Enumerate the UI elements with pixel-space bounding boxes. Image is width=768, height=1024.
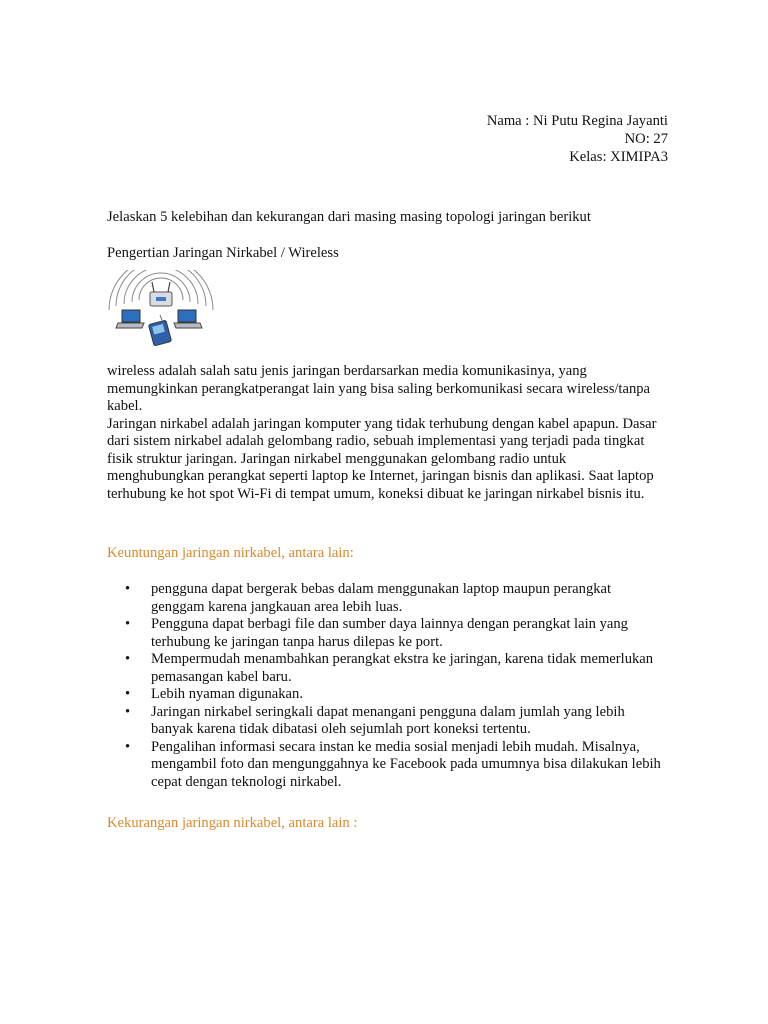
list-item: • Jaringan nirkabel seringkali dapat menangani pengguna dalam jumlah yang lebih banyak karena tidak dibatasi oleh sejumlah port koneksi tertentu. <box>107 704 667 739</box>
advantages-list <box>107 581 667 791</box>
list-item: • Lebih nyaman digunakan. <box>107 686 667 704</box>
body-paragraph: Jaringan nirkabel adalah jaringan komputer yang tidak terhubung dengan kabel apapun. Dasar dari sistem nirkabel adalah gelombang radio, sebuah implementasi yang terjadi pada tingkat fisik struktur jaringan. Jaringan nirkabel menggunakan gelombang radio untuk menghubungkan perangkat seperti laptop ke Internet, jaringan bisnis dan aplikasi. Saat laptop terhubung ke hot spot Wi-Fi di tempat umum, koneksi dibuat ke jaringan nirkabel bisnis itu. <box>107 415 657 502</box>
list-item: • Pengalihan informasi secara instan ke media sosial menjadi lebih mudah. Misalnya, mengambil foto dan mengunggahnya ke Facebook pada umumnya bisa dilakukan lebih cepat dengan teknologi nirkabel. <box>107 739 667 792</box>
body-text <box>107 363 663 503</box>
body-paragraph: wireless adalah salah satu jenis jaringan berdarsarkan media komunikasinya, yang memungkinkan perangkatperangat lain yang bisa saling berkomunikasi secara wireless/tanpa kabel. <box>107 363 651 414</box>
student-class: Kelas: XIMIPA3 <box>569 149 668 165</box>
student-info <box>487 112 668 166</box>
section-subtitle: Pengertian Jaringan Nirkabel / Wireless <box>107 245 339 261</box>
wireless-network-illustration-icon <box>104 270 214 348</box>
student-number: NO: 27 <box>624 131 668 147</box>
question-text: Jelaskan 5 kelebihan dan kekurangan dari masing masing topologi jaringan berikut <box>107 209 591 225</box>
list-item: • pengguna dapat bergerak bebas dalam menggunakan laptop maupun perangkat genggam karena jangkauan area lebih luas. <box>107 581 667 616</box>
list-item: • Mempermudah menambahkan perangkat ekstra ke jaringan, karena tidak memerlukan pemasangan kabel baru. <box>107 651 667 686</box>
list-item: • Pengguna dapat berbagi file dan sumber daya lainnya dengan perangkat lain yang terhubung ke jaringan tanpa harus dilepas ke port. <box>107 616 667 651</box>
advantages-heading: Keuntungan jaringan nirkabel, antara lain: <box>107 545 354 561</box>
student-name: Nama : Ni Putu Regina Jayanti <box>486 113 668 129</box>
disadvantages-heading: Kekurangan jaringan nirkabel, antara lain : <box>107 815 358 831</box>
